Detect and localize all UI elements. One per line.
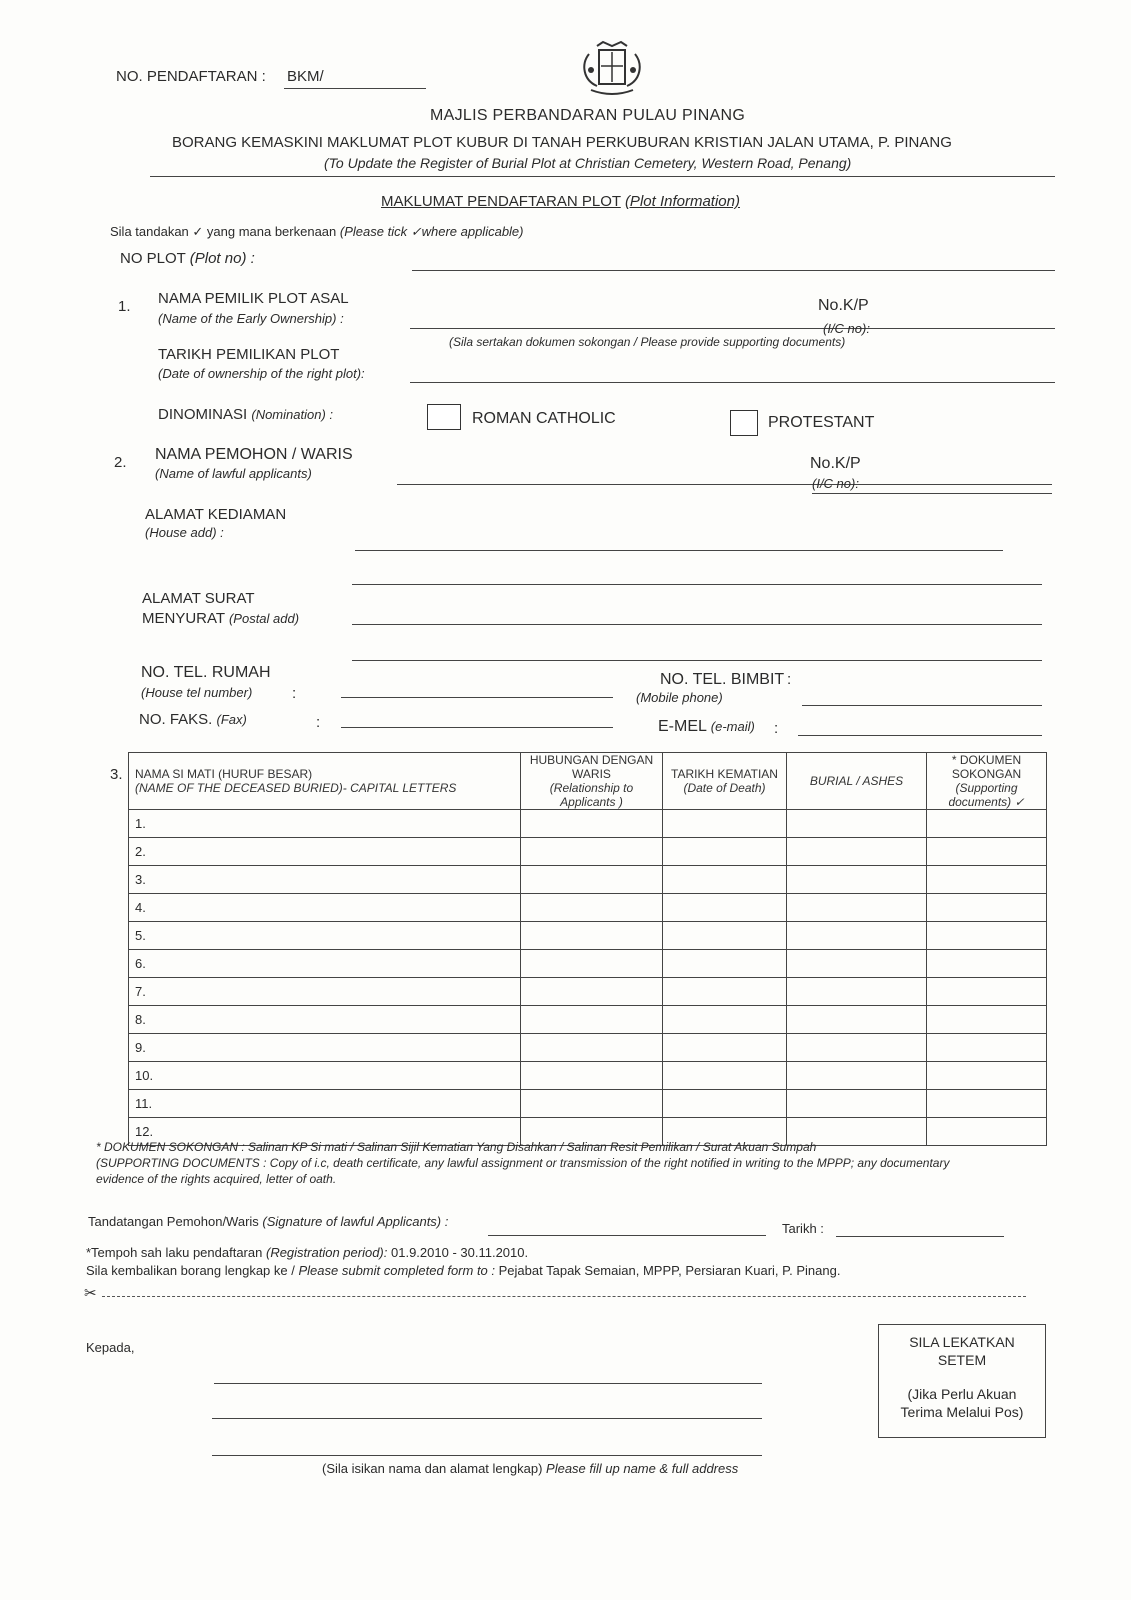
burial-ashes-cell[interactable] [787, 894, 927, 922]
form-title: BORANG KEMASKINI MAKLUMAT PLOT KUBUR DI TANAH PERKUBURAN KRISTIAN JALAN UTAMA, P. PINANG [172, 134, 952, 151]
signature-label-group [88, 1214, 448, 1229]
stamp-line-4: Terima Melalui Pos) [900, 1404, 1024, 1420]
death-date-cell[interactable] [663, 922, 787, 950]
ownership-date-label-english: (Date of ownership of the right plot): [158, 366, 365, 381]
documents-cell[interactable] [927, 922, 1047, 950]
validity-label-english: (Registration period): [265, 1245, 388, 1260]
documents-cell[interactable] [927, 866, 1047, 894]
postal-address-label-english: (Postal add) [228, 611, 300, 626]
section3-number: 3. [110, 766, 123, 783]
death-date-cell[interactable] [663, 978, 787, 1006]
deceased-table [128, 752, 1047, 1146]
footnote-line-1: * DOKUMEN SOKONGAN : Salinan KP Si mati / Salinan Sijil Kematian Yang Disahkan / Salinan Resit Pemilikan / Surat Akuan Sumpah [96, 1140, 817, 1154]
owner-name-field[interactable] [410, 328, 1055, 329]
ownership-date-field[interactable] [410, 382, 1055, 383]
relationship-cell[interactable] [521, 1090, 663, 1118]
postal-address-label-1: ALAMAT SURAT [142, 590, 255, 607]
deceased-name-cell[interactable] [129, 922, 521, 950]
mailing-address-line-2[interactable] [212, 1418, 762, 1419]
reg-no-value[interactable]: BKM/ [287, 68, 324, 85]
deceased-table-body [129, 810, 1047, 1146]
deceased-table-header [129, 753, 1047, 810]
row-number: 5. [135, 928, 146, 943]
burial-ashes-cell[interactable] [787, 1034, 927, 1062]
signature-label-english: (Signature of lawful Applicants) : [262, 1214, 449, 1229]
reg-no-label: NO. PENDAFTARAN : [116, 68, 266, 85]
relationship-cell[interactable] [521, 1006, 663, 1034]
mailing-address-line-1[interactable] [214, 1383, 762, 1384]
house-address-field-2[interactable] [352, 584, 1042, 585]
footnote-line-2: (SUPPORTING DOCUMENTS : Copy of i.c, death certificate, any lawful assignment or transmission of the right notified in writing to the MPPP; any documentary [96, 1156, 950, 1170]
col-relationship-header [521, 753, 663, 810]
row-number: 12. [135, 1124, 154, 1139]
col-relationship-label-english: (Relationship to Applicants ) [549, 781, 634, 809]
roman-catholic-label: ROMAN CATHOLIC [472, 410, 616, 427]
applicant-ic-label: No.K/P [810, 455, 861, 472]
deceased-name-cell[interactable] [129, 894, 521, 922]
documents-cell[interactable] [927, 1006, 1047, 1034]
col-documents-label-english: (Supporting documents) ✓ [948, 781, 1025, 809]
col-death-date-header [663, 753, 787, 810]
denomination-label-group [158, 406, 333, 423]
documents-cell[interactable] [927, 1062, 1047, 1090]
mailing-address-line-3[interactable] [212, 1455, 762, 1456]
validity-group [86, 1245, 528, 1260]
submit-label-english: Please submit completed form to : [298, 1263, 496, 1278]
support-note: (Sila sertakan dokumen sokongan / Please provide supporting documents) [449, 335, 846, 349]
signature-label: Tandatangan Pemohon/Waris [88, 1214, 259, 1229]
applicant-label: NAMA PEMOHON / WARIS [155, 446, 353, 463]
table-row [129, 950, 1047, 978]
table-row [129, 978, 1047, 1006]
plot-no-label [120, 250, 255, 267]
mobile-label-english: (Mobile phone) [636, 690, 723, 705]
stamp-line-2: SETEM [937, 1352, 987, 1368]
table-row [129, 922, 1047, 950]
deceased-name-cell[interactable] [129, 1006, 521, 1034]
row-number: 8. [135, 1012, 146, 1027]
owner-label-english: (Name of the Early Ownership) : [158, 311, 344, 326]
section-title [381, 193, 740, 210]
form-title-english: (To Update the Register of Burial Plot at Christian Cemetery, Western Road, Penang) [324, 155, 852, 171]
documents-cell[interactable] [927, 838, 1047, 866]
mailing-note-group [322, 1461, 738, 1476]
validity-label: *Tempoh sah laku pendaftaran [86, 1245, 263, 1260]
relationship-cell[interactable] [521, 950, 663, 978]
relationship-cell[interactable] [521, 866, 663, 894]
deceased-name-cell[interactable] [129, 1062, 521, 1090]
council-crest-logo [577, 40, 647, 98]
documents-cell[interactable] [927, 950, 1047, 978]
col-documents-header [927, 753, 1047, 810]
plot-no-field[interactable] [412, 270, 1055, 271]
col-name-label-english: (NAME OF THE DECEASED BURIED)- CAPITAL LETTERS [135, 781, 457, 795]
fax-colon: : [316, 714, 321, 731]
postal-address-label-group [142, 610, 299, 627]
signature-field[interactable] [488, 1235, 766, 1236]
section2-number: 2. [114, 454, 127, 471]
denomination-label: DINOMINASI [158, 406, 248, 423]
roman-catholic-checkbox[interactable] [427, 404, 461, 430]
deceased-name-cell[interactable] [129, 838, 521, 866]
burial-ashes-cell[interactable] [787, 838, 927, 866]
burial-ashes-cell[interactable] [787, 866, 927, 894]
table-row [129, 894, 1047, 922]
applicant-ic-field[interactable] [812, 493, 1052, 494]
email-colon: : [774, 720, 779, 737]
stamp-line-3: (Jika Perlu Akuan [907, 1386, 1017, 1402]
email-label-english: (e-mail) [710, 719, 755, 734]
burial-ashes-cell[interactable] [787, 950, 927, 978]
submit-address: Pejabat Tapak Semaian, MPPP, Persiaran Kuari, P. Pinang. [498, 1263, 841, 1278]
col-name-header [129, 753, 521, 810]
postal-address-field-2[interactable] [352, 660, 1042, 661]
row-number: 10. [135, 1068, 154, 1083]
documents-cell[interactable] [927, 1118, 1047, 1146]
section-title-text: MAKLUMAT PENDAFTARAN PLOT [381, 193, 621, 210]
relationship-cell[interactable] [521, 894, 663, 922]
death-date-cell[interactable] [663, 1006, 787, 1034]
death-date-cell[interactable] [663, 950, 787, 978]
stamp-box [878, 1324, 1046, 1438]
documents-cell[interactable] [927, 810, 1047, 838]
ownership-date-label: TARIKH PEMILIKAN PLOT [158, 346, 340, 363]
applicant-label-english: (Name of lawful applicants) [155, 466, 312, 481]
protestant-checkbox[interactable] [730, 410, 758, 436]
row-number: 4. [135, 900, 146, 915]
table-row [129, 1006, 1047, 1034]
deceased-name-cell[interactable] [129, 810, 521, 838]
scissors-icon: ✂ [84, 1285, 97, 1302]
row-number: 11. [135, 1096, 153, 1111]
council-name: MAJLIS PERBANDARAN PULAU PINANG [430, 107, 746, 124]
denomination-label-english: (Nomination) : [251, 407, 333, 422]
applicant-name-field[interactable] [397, 484, 1052, 485]
relationship-cell[interactable] [521, 978, 663, 1006]
documents-cell[interactable] [927, 1090, 1047, 1118]
stamp-line-1: SILA LEKATKAN [909, 1334, 1015, 1350]
relationship-cell[interactable] [521, 1034, 663, 1062]
fax-label: NO. FAKS. [139, 711, 213, 728]
table-row [129, 838, 1047, 866]
house-tel-field[interactable] [341, 697, 613, 698]
relationship-cell[interactable] [521, 810, 663, 838]
row-number: 2. [135, 844, 146, 859]
col-burial-header: BURIAL / ASHES [787, 753, 927, 810]
owner-label: NAMA PEMILIK PLOT ASAL [158, 290, 349, 307]
death-date-cell[interactable] [663, 1034, 787, 1062]
deceased-name-cell[interactable] [129, 978, 521, 1006]
submit-group [86, 1263, 840, 1278]
col-relationship-label: HUBUNGAN DENGAN WARIS [529, 753, 654, 781]
email-field[interactable] [798, 735, 1042, 736]
tick-note: Sila tandakan ✓ yang mana berkenaan [110, 224, 337, 239]
col-documents-label: * DOKUMEN SOKONGAN [951, 753, 1022, 781]
house-address-field-1[interactable] [355, 550, 1003, 551]
burial-ashes-cell[interactable] [787, 922, 927, 950]
deceased-name-cell[interactable] [129, 866, 521, 894]
row-number: 9. [135, 1040, 146, 1055]
fax-label-english: (Fax) [216, 712, 247, 727]
row-number: 7. [135, 984, 146, 999]
email-label-group [658, 718, 755, 736]
table-row [129, 1090, 1047, 1118]
postal-address-field-1[interactable] [352, 624, 1042, 625]
fax-field[interactable] [341, 727, 613, 728]
death-date-cell[interactable] [663, 894, 787, 922]
row-number: 6. [135, 956, 146, 971]
house-tel-label-english: (House tel number) [141, 685, 253, 700]
col-name-label: NAMA SI MATI (HURUF BESAR) [135, 767, 313, 781]
burial-ashes-cell[interactable] [787, 810, 927, 838]
table-row [129, 810, 1047, 838]
mailing-note: (Sila isikan nama dan alamat lengkap) [322, 1461, 543, 1476]
fax-label-group [139, 711, 247, 728]
reg-no-line [284, 88, 426, 89]
mobile-label: NO. TEL. BIMBIT [660, 671, 785, 688]
postal-address-label-2: MENYURAT [142, 610, 225, 627]
death-date-cell[interactable] [663, 810, 787, 838]
deceased-name-cell[interactable] [129, 950, 521, 978]
deceased-name-cell[interactable] [129, 1090, 521, 1118]
documents-cell[interactable] [927, 1034, 1047, 1062]
documents-cell[interactable] [927, 978, 1047, 1006]
applicant-ic-label-english: (I/C no): [812, 476, 859, 491]
table-row [129, 866, 1047, 894]
header-divider [150, 176, 1055, 177]
kepada-label: Kepada, [86, 1340, 135, 1355]
house-address-label: ALAMAT KEDIAMAN [145, 506, 287, 523]
section1-number: 1. [118, 298, 131, 315]
relationship-cell[interactable] [521, 1062, 663, 1090]
plot-label: NO PLOT [120, 250, 186, 267]
burial-ashes-cell[interactable] [787, 1090, 927, 1118]
owner-ic-label: No.K/P [818, 297, 869, 314]
mobile-colon: : [787, 671, 792, 688]
mobile-field[interactable] [802, 705, 1042, 706]
house-address-label-english: (House add) : [145, 525, 224, 540]
validity-value: 01.9.2010 - 30.11.2010. [391, 1245, 529, 1260]
plot-label-english: (Plot no) : [189, 250, 255, 267]
tick-note-english: (Please tick ✓where applicable) [339, 224, 524, 239]
documents-cell[interactable] [927, 894, 1047, 922]
submit-label: Sila kembalikan borang lengkap ke / [86, 1263, 295, 1278]
signature-date-field[interactable] [836, 1236, 1004, 1237]
table-row [129, 1034, 1047, 1062]
table-row [129, 1062, 1047, 1090]
relationship-cell[interactable] [521, 922, 663, 950]
burial-ashes-cell[interactable] [787, 1062, 927, 1090]
burial-ashes-cell[interactable] [787, 1006, 927, 1034]
col-death-date-label-english: (Date of Death) [683, 781, 766, 795]
owner-ic-label-english: (I/C no): [823, 321, 870, 336]
mailing-note-english: Please fill up name & full address [546, 1461, 739, 1476]
death-date-cell[interactable] [663, 866, 787, 894]
section-title-english: (Plot Information) [624, 193, 740, 210]
tick-instruction [110, 224, 524, 240]
col-death-date-label: TARIKH KEMATIAN [671, 767, 778, 781]
death-date-cell[interactable] [663, 838, 787, 866]
signature-date-label: Tarikh : [782, 1221, 824, 1236]
burial-ashes-cell[interactable] [787, 978, 927, 1006]
deceased-name-cell[interactable] [129, 1034, 521, 1062]
house-tel-label: NO. TEL. RUMAH [141, 664, 271, 681]
email-label: E-MEL [658, 718, 707, 735]
death-date-cell[interactable] [663, 1062, 787, 1090]
house-tel-colon: : [292, 685, 297, 702]
footnote-line-3: evidence of the rights acquired, letter of oath. [96, 1172, 337, 1186]
death-date-cell[interactable] [663, 1090, 787, 1118]
protestant-label: PROTESTANT [768, 414, 875, 431]
row-number: 3. [135, 872, 146, 887]
relationship-cell[interactable] [521, 838, 663, 866]
row-number: 1. [135, 816, 146, 831]
cut-line [102, 1296, 1026, 1297]
